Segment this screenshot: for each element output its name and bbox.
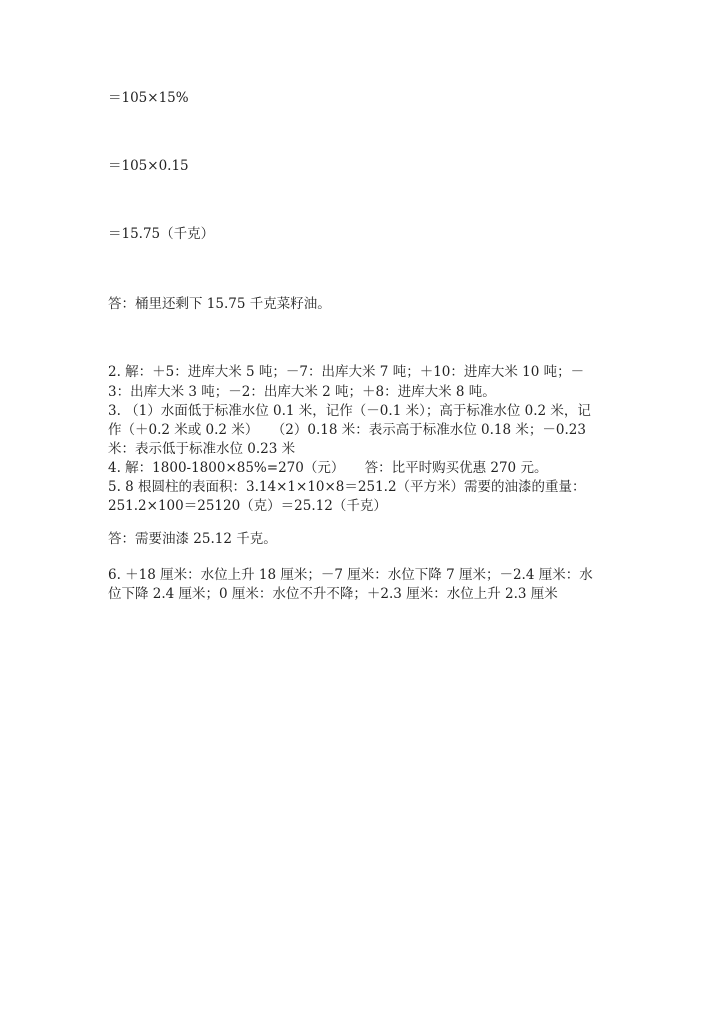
q3-line-2: 作（＋0.2 米或 0.2 米） （2）0.18 米：表示高于标准水位 0.18 米；－0.23 (108, 422, 586, 438)
q6-line-2: 位下降 2.4 厘米；0 厘米：水位不升不降；＋2.3 厘米：水位上升 2.3 厘米 (108, 586, 558, 602)
q6-line-1: 6. ＋18 厘米：水位上升 18 厘米；－7 厘米：水位下降 7 厘米；－2.4 厘米：水 (108, 567, 593, 583)
calc-line-3: ＝15.75（千克） (108, 226, 215, 242)
answer-line-1: 答：桶里还剩下 15.75 千克菜籽油。 (108, 296, 331, 312)
q2-line-2: 3：出库大米 3 吨；－2：出库大米 2 吨；＋8：进库大米 8 吨。 (108, 384, 496, 400)
q5-line-2: 251.2×100＝25120（克）＝25.12（千克） (108, 498, 387, 514)
answer-line-2: 答：需要油漆 25.12 千克。 (108, 531, 277, 547)
q5-line-1: 5. 8 根圆柱的表面积：3.14×1×10×8＝251.2（平方米）需要的油漆的重量： (108, 479, 586, 495)
calc-line-1: ＝105×15% (108, 90, 189, 106)
q3-line-1: 3. （1）水面低于标准水位 0.1 米，记作（－0.1 米）；高于标准水位 0.2 米，记 (108, 403, 591, 419)
q4-line-1: 4. 解：1800-1800×85%=270（元） 答：比平时购买优惠 270 元。 (108, 460, 548, 476)
calc-line-2: ＝105×0.15 (108, 158, 189, 174)
q3-line-3: 米：表示低于标准水位 0.23 米 (108, 441, 296, 457)
q2-line-1: 2. 解：＋5：进库大米 5 吨；－7：出库大米 7 吨；＋10：进库大米 10 吨；－ (108, 364, 585, 380)
